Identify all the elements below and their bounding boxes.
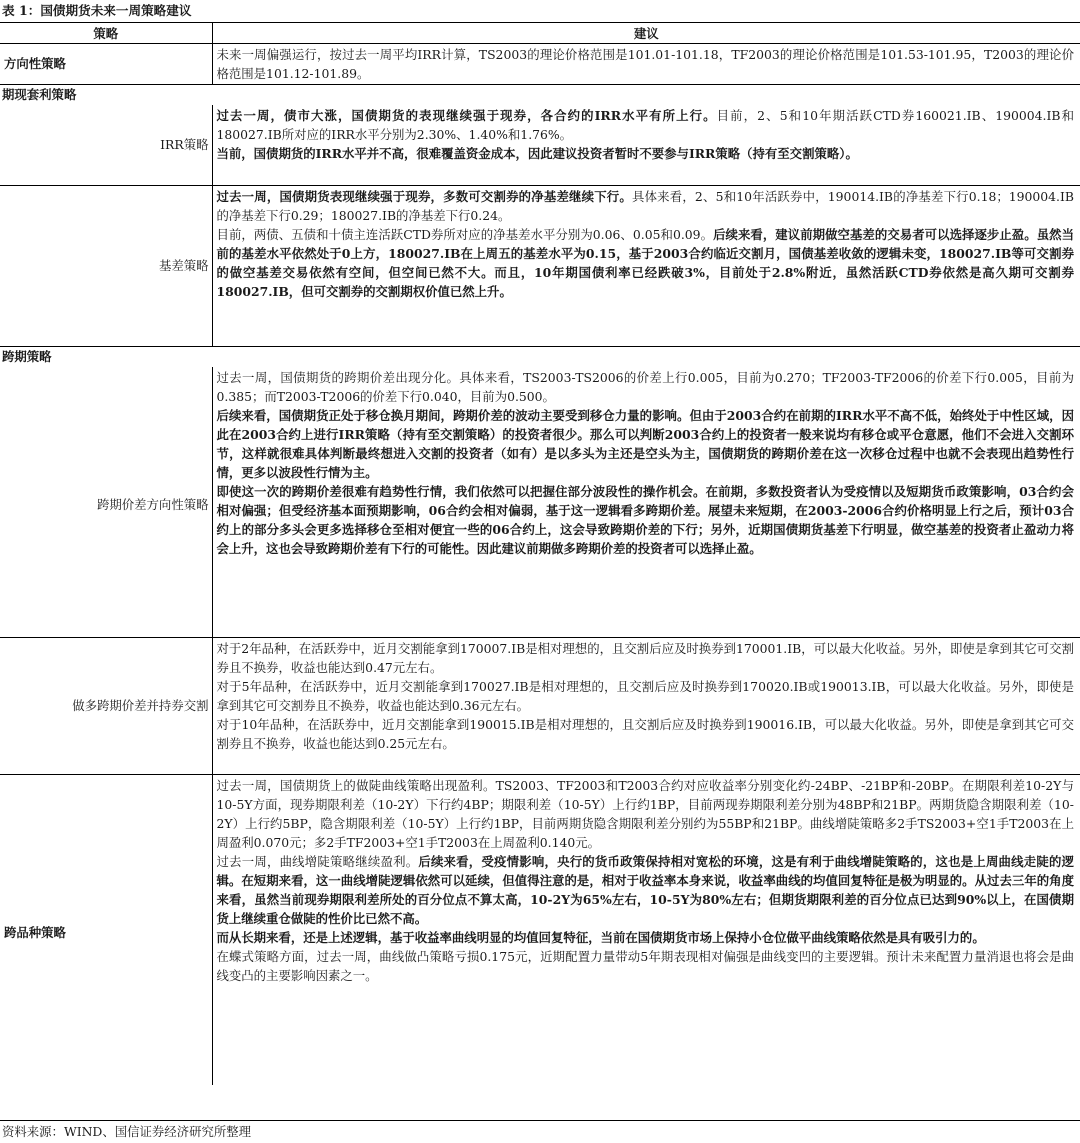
text-cross [212, 775, 1080, 1086]
table-header-row [0, 23, 1080, 44]
row-irr [0, 105, 1080, 186]
header-strategy: 策略 [0, 23, 212, 44]
row-basis [0, 186, 1080, 347]
section-calendar [0, 347, 1080, 368]
text-calendar-direction [212, 367, 1080, 638]
basis-p1-bold: 过去一周，国债期货表现继续强于现券，多数可交割券的净基差继续下行。 [216, 189, 632, 204]
basis-p2-rest: 目前，两债、五债和十债主连活跃CTD券所对应的净基差水平分别为0.06、0.05和0.09。 [216, 227, 714, 242]
section-arbitrage [0, 85, 1080, 106]
source-footnote: 资料来源：WIND、国信证券经济研究所整理 [0, 1120, 1080, 1143]
label-calendar-direction: 跨期价差方向性策略 [96, 497, 209, 512]
cross-p1: 过去一周，国债期货上的做陡曲线策略出现盈利。TS2003、TF2003和T2003合约对应收益率分别变化约-24BP、-21BP和-20BP。在期限利差10-2Y与10-5Y方面，现券期限利差（10-2Y）下行约4BP；期限利差（10-5Y）上行约1BP，目前两现券期限利差分别为48BP和21BP。两期货隐含期限利差（10-2Y）上行约5BP，隐含期限利差（10-5Y）上行约1BP，目前两期货隐含期限利差分别约为55BP和21BP。曲线增陡策略多2手TS2003+空1手T2003在上周盈利0.070元；多2手TF2003+空1手T2003在上周盈利0.140元。 [216, 778, 1074, 850]
row-direction [0, 44, 1080, 85]
cross-p4: 在蝶式策略方面，过去一周，曲线做凸策略亏损0.175元，近期配置力量带动5年期表现相对偏强是曲线变凹的主要逻辑。预计未来配置力量消退也将会是曲线变凸的主要影响因素之一。 [216, 949, 1074, 983]
label-calendar-hold: 做多跨期价差并持券交割 [72, 698, 209, 713]
irr-p1-bold: 过去一周，债市大涨，国债期货的表现继续强于现券，各合约的IRR水平有所上行。 [216, 108, 717, 123]
calendar-direction-p1: 过去一周，国债期货的跨期价差出现分化。具体来看，TS2003-TS2006的价差上行0.005，目前为0.270；TF2003-TF2006的价差下行0.005，目前为0.385；而T2003-T2006的价差下行0.040，目前为0.500。 [216, 370, 1074, 404]
label-basis: 基差策略 [158, 258, 209, 273]
text-direction: 未来一周偏强运行，按过去一周平均IRR计算，TS2003的理论价格范围是101.01-101.18，TF2003的理论价格范围是101.53-101.95，T2003的理论价格范围是101.12-101.89。 [216, 47, 1074, 81]
header-advice: 建议 [212, 23, 1080, 44]
label-calendar: 跨期策略 [0, 347, 1080, 368]
cross-p2-rest: 过去一周，曲线增陡策略继续盈利。 [216, 854, 419, 869]
basis-p2-bold: 后续来看，建议前期做空基差的交易者可以选择逐步止盈。虽然当前的基差水平依然处于0上方，180027.IB在上周五的基差水平为0.15，基于2003合约临近交割月，国债基差收敛的逻辑未变，180027.IB等可交割券的做空基差交易依然有空间，但空间已然不大。而且，10年期国债利率已经跌破3%，目前处于2.8%附近，虽然活跃CTD券依然是高久期可交割券180027.IB，但可交割券的交割期权价值已然上升。 [216, 227, 1074, 299]
basis-p1-rest: 具体来看，2、5和10年活跃券中，190014.IB的净基差下行0.18；190004.IB的净基差下行0.29；180027.IB的净基差下行0.24。 [216, 189, 1074, 223]
label-direction: 方向性策略 [4, 56, 66, 71]
label-arbitrage: 期现套利策略 [0, 85, 1080, 106]
cross-p3-bold: 而从长期来看，还是上述逻辑，基于收益率曲线明显的均值回复特征，当前在国债期货市场上保持小仓位做平曲线策略依然是具有吸引力的。 [216, 930, 985, 945]
irr-p1-rest: 目前，2、5和10年期活跃CTD券160021.IB、190004.IB和180027.IB所对应的IRR水平分别为2.30%、1.40%和1.76%。 [216, 108, 1074, 142]
calendar-direction-p2: 后续来看，国债期货正处于移仓换月期间，跨期价差的波动主要受到移仓力量的影响。但由于2003合约在前期的IRR水平不高不低，始终处于中性区域，因此在2003合约上进行IRR策略（持有至交割策略）的投资者很少。那么可以判断2003合约上的投资者一般来说均有移仓或平仓意愿，他们不会进入交割环节，这样就很难具体判断最终想进入交割的投资者（如有）是以多头为主还是空头为主，国债期货的跨期价差在这一次移仓过程中也就不会表现出趋势性行情，更多以波段性行情为主。 [216, 408, 1074, 480]
cross-p2-bold: 后续来看，受疫情影响，央行的货币政策保持相对宽松的环境，这是有利于曲线增陡策略的，这也是上周曲线走陡的逻辑。在短期来看，这一曲线增陡逻辑依然可以延续，但值得注意的是，相对于收益率本身来说，收益率曲线的均值回复特征是极为明显的。从过去三年的角度来看，虽然当前现券期限利差所处的百分位点不算太高，10-2Y为65%左右，10-5Y为80%左右；但期货期限利差的百分位点已达到90%以上，在国债期货上继续重仓做陡的性价比已然不高。 [216, 854, 1075, 926]
row-calendar-hold [0, 638, 1080, 775]
text-basis [212, 186, 1080, 347]
irr-p2-bold: 当前，国债期货的IRR水平并不高，很难覆盖资金成本，因此建议投资者暂时不要参与IRR策略（持有至交割策略）。 [216, 146, 858, 161]
text-irr [212, 105, 1080, 186]
row-calendar-direction [0, 367, 1080, 638]
table-title: 表 1：国债期货未来一周策略建议 [0, 0, 1080, 23]
calendar-direction-p3: 即使这一次的跨期价差很难有趋势性行情，我们依然可以把握住部分波段性的操作机会。在前期，多数投资者认为受疫情以及短期货币政策影响，03合约会相对偏强；但受经济基本面预期影响，06合约会相对偏弱，基于这一逻辑看多跨期价差。展望未来短期，在2003-2006合约价格明显上行之后，预计03合约上的部分多头会更多选择移仓至相对便宜一些的06合约上，这会导致跨期价差的下行；另外，近期国债期货基差下行明显，做空基差的投资者止盈动力将会上升，这也会导致跨期价差有下行的可能性。因此建议前期做多跨期价差的投资者可以选择止盈。 [216, 484, 1074, 556]
calendar-hold-p2: 对于5年品种，在活跃券中，近月交割能拿到170027.IB是相对理想的，且交割后应及时换券到170020.IB或190013.IB，可以最大化收益。另外，即使是拿到其它可交割券且不换券，收益也能达到0.36元左右。 [216, 679, 1074, 713]
label-cross: 跨品种策略 [4, 925, 66, 940]
row-cross [0, 775, 1080, 1086]
calendar-hold-p1: 对于2年品种，在活跃券中，近月交割能拿到170007.IB是相对理想的，且交割后应及时换券到170001.IB，可以最大化收益。另外，即使是拿到其它可交割券且不换券，收益也能达到0.47元左右。 [216, 641, 1074, 675]
text-calendar-hold [212, 638, 1080, 775]
calendar-hold-p3: 对于10年品种，在活跃券中，近月交割能拿到190015.IB是相对理想的，且交割后应及时换券到190016.IB，可以最大化收益。另外，即使是拿到其它可交割券且不换券，收益也能达到0.25元左右。 [216, 717, 1074, 751]
strategy-table [0, 23, 1080, 1085]
label-irr: IRR策略 [160, 137, 209, 152]
